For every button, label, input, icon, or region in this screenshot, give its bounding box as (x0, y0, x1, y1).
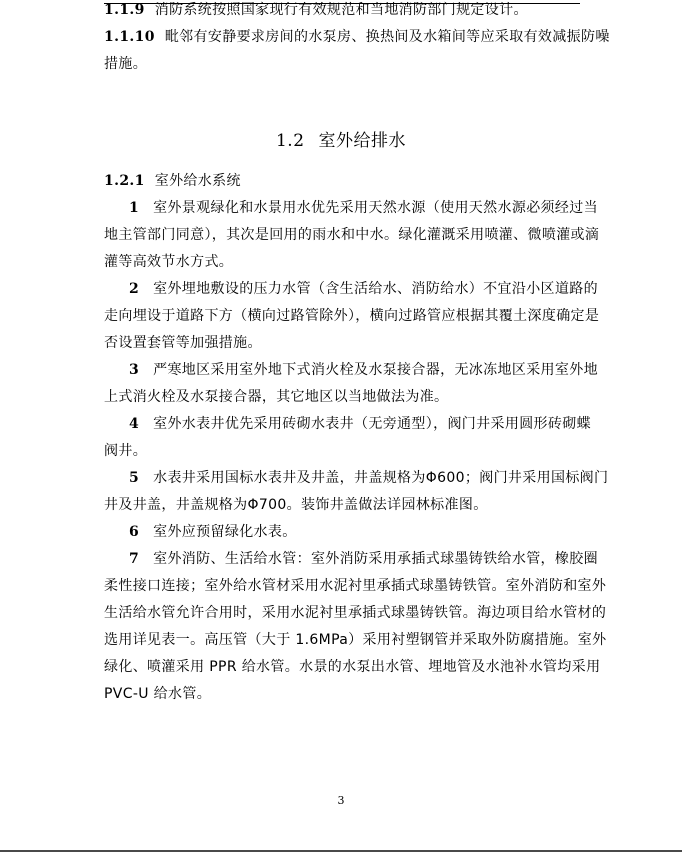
subsection-heading (104, 172, 582, 190)
clause-1-1-10 (104, 28, 610, 46)
item-number: 5 (129, 470, 140, 486)
item-text-line: 室外埋地敷设的压力水管（含生活给水、消防给水）不宜沿小区道路的 (153, 281, 598, 297)
section-heading (0, 131, 682, 151)
section-number: 1.2 (275, 131, 305, 151)
item-text-line: 生活给水管允许合用时，采用水泥衬里承插式球墨铸铁管。海边项目给水管材的 (104, 605, 607, 621)
item-text-line: 阀井。 (104, 443, 148, 459)
list-item (129, 469, 609, 487)
item-text-line: 选用详见表一。高压管（大于 1.6MPa）采用衬塑钢管并采取外防腐措施。室外 (104, 632, 607, 648)
item-text-line: 走向埋设于道路下方（横向过路管除外），横向过路管应根据其覆土深度确定是 (104, 308, 600, 324)
item-number: 3 (129, 362, 140, 378)
section-title: 室外给排水 (318, 131, 407, 151)
list-item (129, 523, 582, 541)
item-number: 6 (129, 524, 140, 540)
item-text-line: 室外消防、生活给水管：室外消防采用承插式球墨铸铁给水管，橡胶圈 (153, 551, 598, 567)
list-item (129, 361, 598, 379)
item-text-line: 绿化、喷灌采用 PPR 给水管。水景的水泵出水管、埋地管及水池补水管均采用 (104, 659, 601, 675)
item-number: 2 (129, 281, 140, 297)
item-text-line: PVC-U 给水管。 (104, 686, 212, 702)
item-text-line: 严寒地区采用室外地下式消火栓及水泵接合器，无冰冻地区采用室外地 (153, 362, 598, 378)
list-item (129, 550, 598, 568)
clause-number: 1.1.10 (104, 29, 155, 45)
page-number: 3 (337, 794, 345, 807)
item-text-line: 地主管部门同意），其次是回用的雨水和中水。绿化灌溉采用喷灌、微喷灌或滴 (104, 227, 600, 243)
clause-text-line: 措施。 (104, 56, 148, 72)
clause-1-1-9 (104, 1, 582, 19)
list-item (129, 415, 591, 433)
subsection-title: 室外给水系统 (154, 173, 241, 189)
item-text-line: 水表井采用国标水表井及井盖，井盖规格为Φ600；阀门井采用国标阀门 (153, 470, 609, 486)
item-number: 7 (129, 551, 140, 567)
list-item (129, 199, 598, 217)
item-text-line: 否设置套管等加强措施。 (104, 335, 262, 351)
item-text-line: 室外景观绿化和水景用水优先采用天然水源（使用天然水源必须经过当 (153, 200, 598, 216)
item-text-line: 上式消火栓及水泵接合器，其它地区以当地做法为准。 (104, 389, 449, 405)
subsection-number: 1.2.1 (104, 173, 145, 189)
item-text-line: 柔性接口连接；室外给水管材采用水泥衬里承插式球墨铸铁管。室外消防和室外 (104, 578, 607, 594)
item-text-line: 灌等高效节水方式。 (104, 254, 234, 270)
clause-number: 1.1.9 (104, 2, 145, 18)
clause-text: 消防系统按照国家现行有效规范和当地消防部门规定设计。 (154, 2, 528, 18)
list-item (129, 280, 598, 298)
item-text-line: 室外水表井优先采用砖砌水表井（无旁通型），阀门井采用圆形砖砌蝶 (153, 416, 591, 432)
item-text-line: 井及井盖，井盖规格为Φ700。装饰井盖做法详园林标准图。 (104, 497, 488, 513)
clause-text-line: 毗邻有安静要求房间的水泵房、换热间及水箱间等应采取有效减振防噪 (164, 29, 610, 45)
item-number: 4 (129, 416, 140, 432)
item-text-line: 室外应预留绿化水表。 (153, 524, 297, 540)
item-number: 1 (129, 200, 140, 216)
